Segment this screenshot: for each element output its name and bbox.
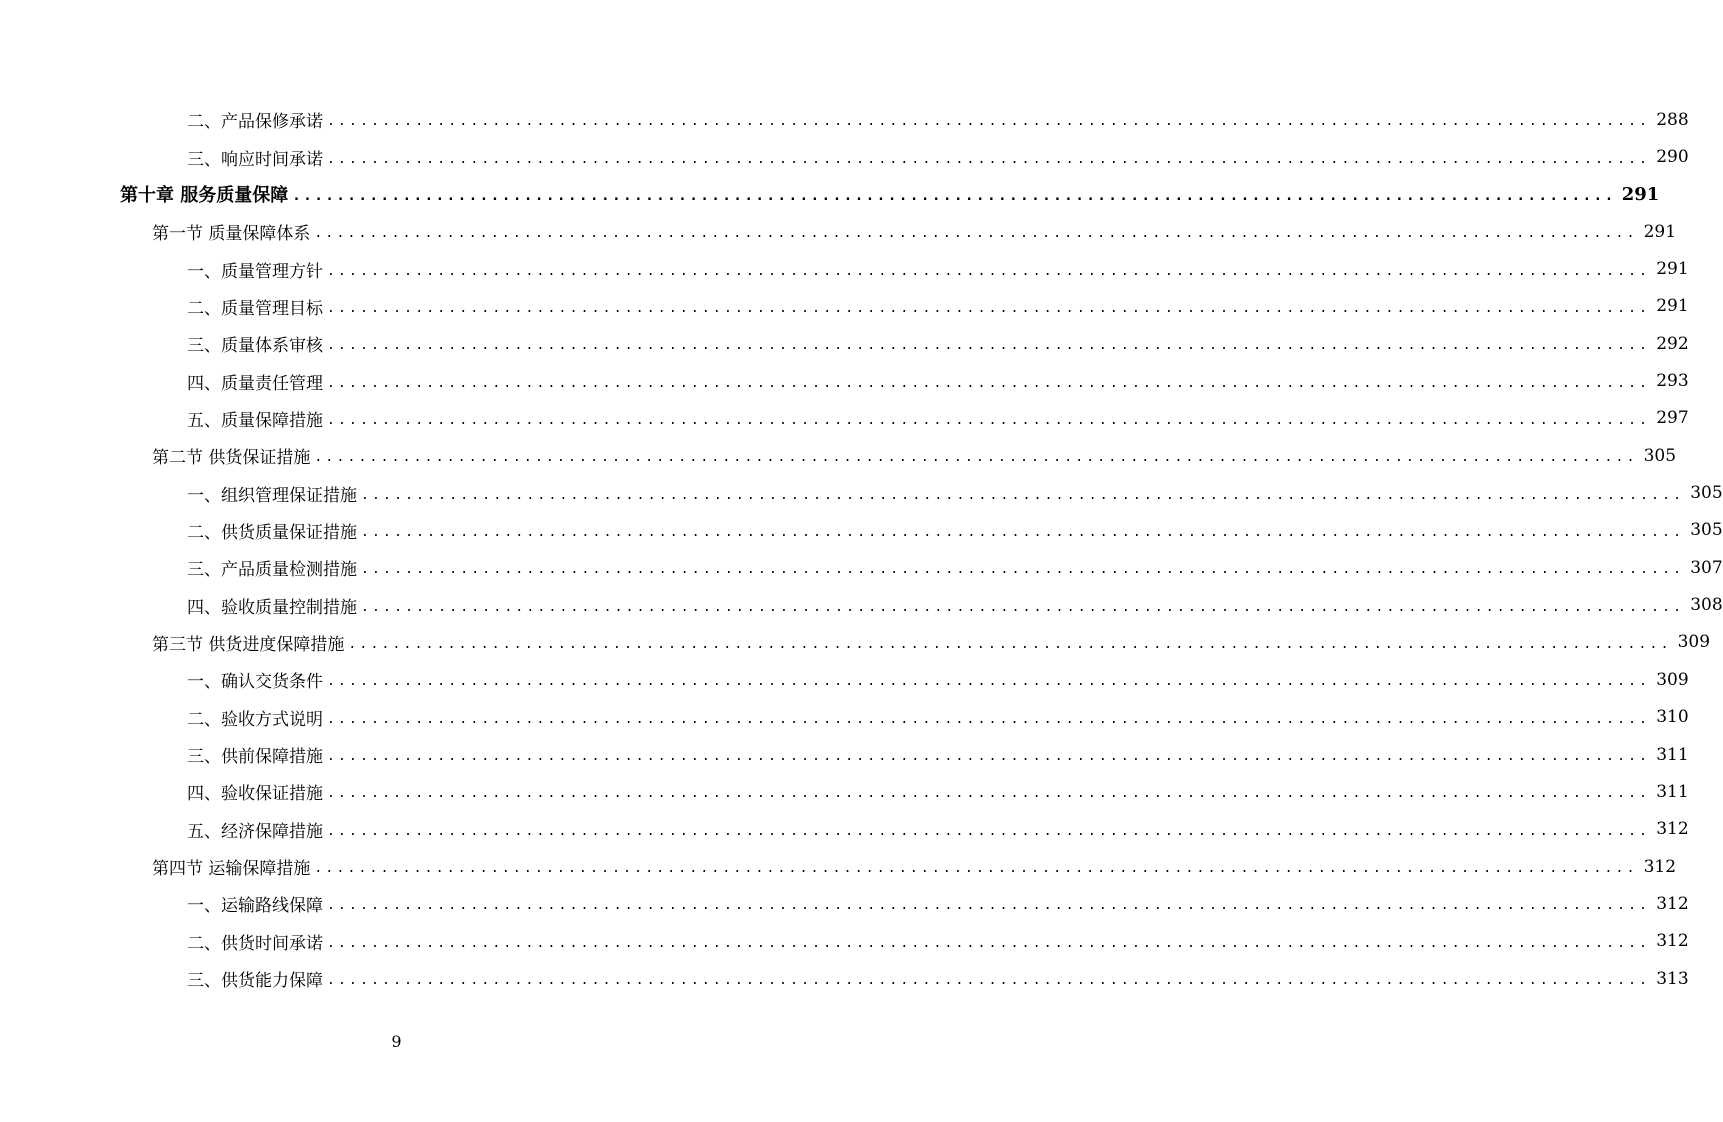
toc-entry-title: 五、经济保障措施 bbox=[187, 821, 323, 842]
toc-dot-leader: ........................................................................................................................ bbox=[361, 562, 1685, 578]
toc-subsection-entry[interactable] bbox=[0, 549, 1723, 586]
toc-dot-leader: ........................................................................................................................ bbox=[327, 263, 1651, 279]
toc-dot-leader: ........................................................................................................................ bbox=[292, 188, 1616, 205]
toc-entry-title: 三、响应时间承诺 bbox=[187, 149, 323, 170]
toc-entry-title: 二、质量管理目标 bbox=[187, 298, 323, 319]
toc-dot-leader: ........................................................................................................................ bbox=[327, 973, 1651, 989]
toc-subsection-entry[interactable] bbox=[0, 736, 1689, 773]
toc-section-entry[interactable] bbox=[0, 437, 1677, 474]
toc-dot-leader: ........................................................................................................................ bbox=[327, 823, 1651, 839]
toc-entry-title: 第四节 运输保障措施 bbox=[152, 859, 311, 880]
toc-entry-title: 二、供货质量保证措施 bbox=[187, 522, 357, 543]
toc-entry-title: 四、验收保证措施 bbox=[187, 784, 323, 805]
toc-dot-leader: ........................................................................................................................ bbox=[314, 226, 1638, 242]
toc-subsection-entry[interactable] bbox=[0, 138, 1689, 175]
toc-entry-page-number: 291 bbox=[1643, 221, 1677, 242]
toc-dot-leader: ........................................................................................................................ bbox=[327, 935, 1651, 951]
toc-dot-leader: ........................................................................................................................ bbox=[327, 749, 1651, 765]
toc-dot-leader: ........................................................................................................................ bbox=[327, 898, 1651, 914]
toc-entry-page-number: 290 bbox=[1656, 147, 1689, 168]
toc-dot-leader: ........................................................................................................................ bbox=[327, 151, 1651, 167]
toc-entry-title: 二、产品保修承诺 bbox=[187, 112, 323, 133]
toc-entry-page-number: 288 bbox=[1656, 109, 1689, 130]
toc-entry-page-number: 308 bbox=[1690, 595, 1723, 616]
toc-dot-leader: ........................................................................................................................ bbox=[348, 636, 1672, 652]
toc-entry-page-number: 311 bbox=[1656, 744, 1689, 765]
toc-section-entry[interactable] bbox=[0, 213, 1677, 250]
toc-entry-page-number: 309 bbox=[1656, 669, 1689, 690]
toc-subsection-entry[interactable] bbox=[0, 512, 1723, 549]
toc-entry-page-number: 305 bbox=[1643, 445, 1677, 466]
toc-entry-page-number: 313 bbox=[1656, 968, 1689, 989]
toc-subsection-entry[interactable] bbox=[0, 400, 1689, 437]
toc-entry-title: 第一节 质量保障体系 bbox=[152, 224, 311, 245]
toc-entry-title: 第十章 服务质量保障 bbox=[120, 185, 289, 207]
toc-dot-leader: ........................................................................................................................ bbox=[327, 711, 1651, 727]
toc-subsection-entry[interactable] bbox=[0, 699, 1689, 736]
toc-section-entry[interactable] bbox=[0, 848, 1677, 885]
toc-dot-leader: ........................................................................................................................ bbox=[327, 786, 1651, 802]
toc-entry-page-number: 312 bbox=[1656, 819, 1689, 840]
toc-entry-title: 一、确认交货条件 bbox=[187, 672, 323, 693]
toc-entry-page-number: 309 bbox=[1677, 632, 1711, 653]
toc-entry-title: 第二节 供货保证措施 bbox=[152, 448, 311, 469]
toc-subsection-entry[interactable] bbox=[0, 885, 1689, 922]
toc-dot-leader: ........................................................................................................................ bbox=[361, 599, 1685, 615]
toc-entry-page-number: 311 bbox=[1656, 781, 1689, 802]
toc-entry-title: 四、质量责任管理 bbox=[187, 373, 323, 394]
toc-subsection-entry[interactable] bbox=[0, 362, 1689, 399]
toc-subsection-entry[interactable] bbox=[0, 288, 1689, 325]
toc-dot-leader: ........................................................................................................................ bbox=[314, 861, 1638, 877]
toc-entry-page-number: 305 bbox=[1690, 520, 1723, 541]
toc-entry-page-number: 312 bbox=[1643, 856, 1677, 877]
toc-entry-page-number: 310 bbox=[1656, 707, 1689, 728]
toc-subsection-entry[interactable] bbox=[0, 960, 1689, 997]
toc-entry-page-number: 312 bbox=[1656, 893, 1689, 914]
toc-subsection-entry[interactable] bbox=[0, 923, 1689, 960]
toc-entry-page-number: 291 bbox=[1621, 183, 1660, 205]
toc-subsection-entry[interactable] bbox=[0, 101, 1689, 138]
toc-entry-title: 一、运输路线保障 bbox=[187, 896, 323, 917]
toc-entry-page-number: 291 bbox=[1656, 259, 1689, 280]
toc-subsection-entry[interactable] bbox=[0, 661, 1689, 698]
toc-section-entry[interactable] bbox=[0, 624, 1711, 661]
toc-subsection-entry[interactable] bbox=[0, 586, 1723, 623]
toc-subsection-entry[interactable] bbox=[0, 474, 1723, 511]
toc-subsection-entry[interactable] bbox=[0, 325, 1689, 362]
toc-entry-page-number: 292 bbox=[1656, 333, 1689, 354]
toc-entry-page-number: 307 bbox=[1690, 557, 1723, 578]
toc-entry-page-number: 297 bbox=[1656, 408, 1689, 429]
toc-entry-title: 三、质量体系审核 bbox=[187, 336, 323, 357]
toc-dot-leader: ........................................................................................................................ bbox=[361, 524, 1685, 540]
toc-entry-title: 三、供货能力保障 bbox=[187, 971, 323, 992]
toc-dot-leader: ........................................................................................................................ bbox=[314, 450, 1638, 466]
toc-entry-page-number: 305 bbox=[1690, 483, 1723, 504]
toc-dot-leader: ........................................................................................................................ bbox=[327, 412, 1651, 428]
toc-entry-title: 第三节 供货进度保障措施 bbox=[152, 634, 345, 655]
table-of-contents bbox=[0, 101, 1723, 997]
toc-entry-title: 三、产品质量检测措施 bbox=[187, 560, 357, 581]
toc-chapter-entry[interactable] bbox=[0, 176, 1660, 213]
toc-entry-title: 二、供货时间承诺 bbox=[187, 933, 323, 954]
toc-entry-title: 二、验收方式说明 bbox=[187, 709, 323, 730]
toc-dot-leader: ........................................................................................................................ bbox=[361, 487, 1685, 503]
page-number: 9 bbox=[391, 1032, 402, 1051]
toc-entry-title: 四、验收质量控制措施 bbox=[187, 597, 357, 618]
toc-entry-title: 一、质量管理方针 bbox=[187, 261, 323, 282]
toc-dot-leader: ........................................................................................................................ bbox=[327, 114, 1651, 130]
toc-dot-leader: ........................................................................................................................ bbox=[327, 338, 1651, 354]
toc-dot-leader: ........................................................................................................................ bbox=[327, 375, 1651, 391]
toc-subsection-entry[interactable] bbox=[0, 773, 1689, 810]
toc-entry-title: 五、质量保障措施 bbox=[187, 410, 323, 431]
toc-dot-leader: ........................................................................................................................ bbox=[327, 674, 1651, 690]
toc-entry-page-number: 293 bbox=[1656, 371, 1689, 392]
toc-subsection-entry[interactable] bbox=[0, 811, 1689, 848]
toc-entry-title: 三、供前保障措施 bbox=[187, 747, 323, 768]
toc-entry-title: 一、组织管理保证措施 bbox=[187, 485, 357, 506]
toc-subsection-entry[interactable] bbox=[0, 250, 1689, 287]
toc-entry-page-number: 291 bbox=[1656, 296, 1689, 317]
toc-dot-leader: ........................................................................................................................ bbox=[327, 300, 1651, 316]
toc-entry-page-number: 312 bbox=[1656, 931, 1689, 952]
